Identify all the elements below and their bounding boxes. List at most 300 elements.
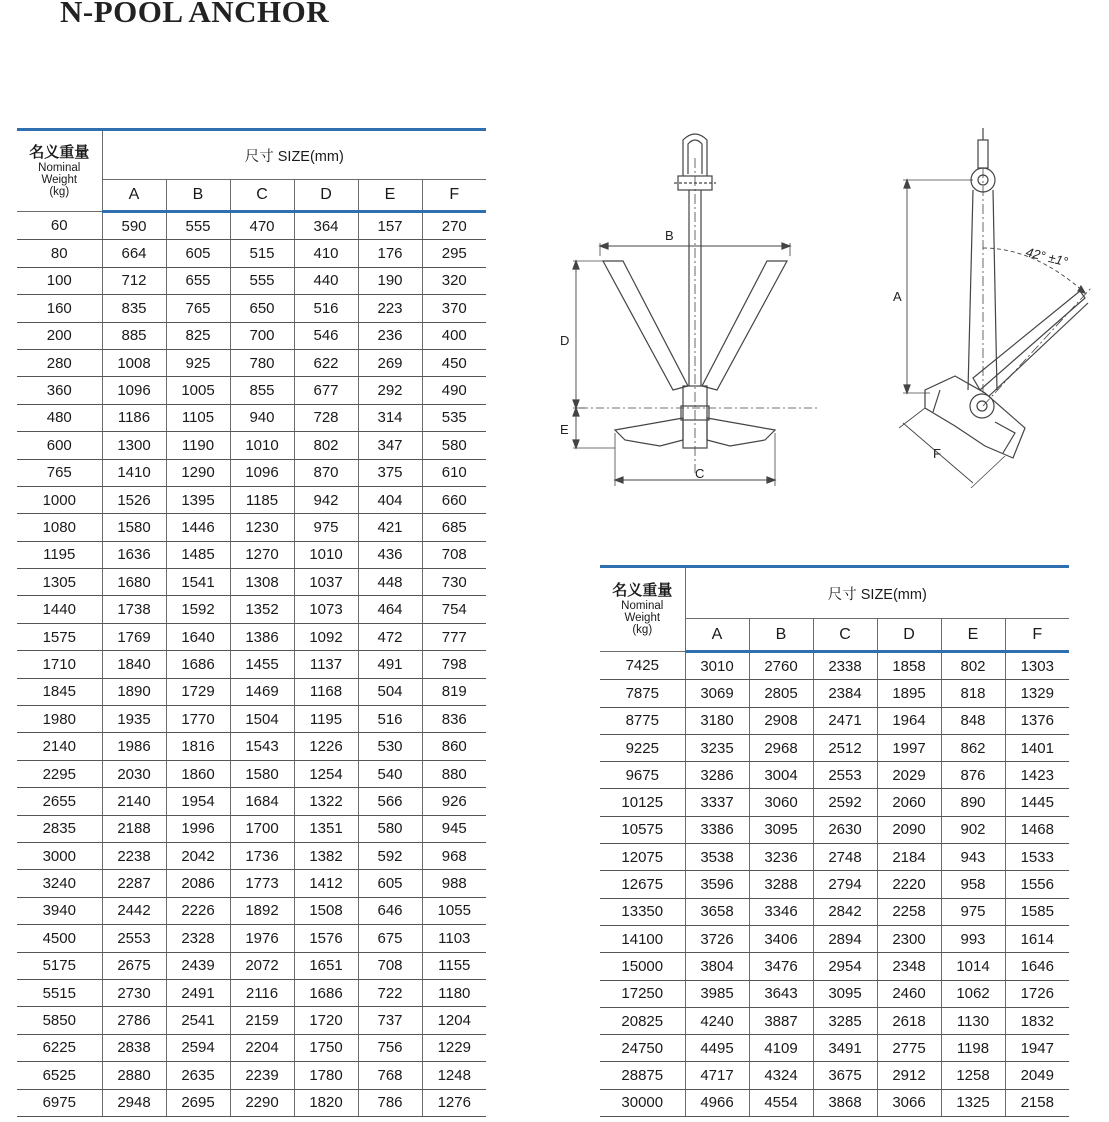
size-cell-f: 836 [422,706,486,733]
size-cell-a: 3985 [685,980,749,1007]
size-cell-d: 1895 [877,680,941,707]
size-cell-e: 605 [358,870,422,897]
size-cell-b: 1729 [166,678,230,705]
size-cell-f: 1445 [1005,789,1069,816]
size-cell-a: 3658 [685,898,749,925]
size-cell-b: 3476 [749,953,813,980]
size-cell-b: 1860 [166,760,230,787]
size-cell-f: 610 [422,459,486,486]
size-cell-d: 1382 [294,842,358,869]
size-cell-a: 3538 [685,844,749,871]
table-row [17,596,486,623]
table-row [17,267,486,294]
table-row [600,762,1069,789]
size-cell-f: 1103 [422,925,486,952]
size-cell-d: 802 [294,432,358,459]
nominal-weight-cell: 8775 [600,707,685,734]
size-cell-c: 2842 [813,898,877,925]
size-cell-d: 942 [294,486,358,513]
size-cell-d: 2348 [877,953,941,980]
size-cell-f: 370 [422,295,486,322]
table-row [17,678,486,705]
size-cell-b: 1541 [166,569,230,596]
nominal-weight-cell: 6225 [17,1034,102,1061]
table-row [600,980,1069,1007]
nominal-weight-cell: 9225 [600,734,685,761]
size-cell-d: 677 [294,377,358,404]
size-cell-a: 3069 [685,680,749,707]
size-cell-b: 3236 [749,844,813,871]
size-cell-f: 1556 [1005,871,1069,898]
size-cell-d: 1820 [294,1089,358,1116]
size-cell-f: 1248 [422,1062,486,1089]
size-cell-b: 1640 [166,623,230,650]
size-cell-c: 1976 [230,925,294,952]
nominal-weight-cell: 20825 [600,1007,685,1034]
size-cell-d: 1720 [294,1007,358,1034]
size-cell-a: 3010 [685,652,749,680]
size-cell-f: 945 [422,815,486,842]
size-cell-c: 1308 [230,569,294,596]
size-cell-f: 1726 [1005,980,1069,1007]
size-cell-f: 880 [422,760,486,787]
size-cell-c: 1700 [230,815,294,842]
size-cell-a: 2188 [102,815,166,842]
size-cell-f: 988 [422,870,486,897]
size-cell-e: 223 [358,295,422,322]
size-cell-c: 2794 [813,871,877,898]
col-header-e: E [358,180,422,212]
size-cell-b: 3060 [749,789,813,816]
size-cell-c: 780 [230,349,294,376]
size-cell-f: 535 [422,404,486,431]
size-cell-f: 754 [422,596,486,623]
size-cell-d: 546 [294,322,358,349]
size-cell-f: 2158 [1005,1089,1069,1116]
nominal-weight-cell: 60 [17,212,102,240]
table-row [17,651,486,678]
table-row [17,541,486,568]
size-cell-d: 410 [294,240,358,267]
size-cell-b: 765 [166,295,230,322]
size-cell-a: 1840 [102,651,166,678]
size-cell-d: 1508 [294,897,358,924]
table-row [600,844,1069,871]
size-cell-d: 1137 [294,651,358,678]
size-cell-c: 1580 [230,760,294,787]
size-cell-c: 2512 [813,734,877,761]
size-cell-b: 3406 [749,925,813,952]
size-cell-d: 2912 [877,1062,941,1089]
table-row [17,404,486,431]
size-cell-c: 3095 [813,980,877,1007]
size-cell-c: 1504 [230,706,294,733]
table-row [600,789,1069,816]
size-cell-b: 2908 [749,707,813,734]
size-cell-a: 2442 [102,897,166,924]
size-cell-a: 2948 [102,1089,166,1116]
nominal-weight-en-2: Weight [41,173,78,186]
size-cell-b: 2226 [166,897,230,924]
size-cell-e: 491 [358,651,422,678]
size-cell-c: 650 [230,295,294,322]
size-cell-e: 890 [941,789,1005,816]
table-row [600,1035,1069,1062]
table-row [17,240,486,267]
nominal-weight-cell: 280 [17,349,102,376]
size-cell-e: 1062 [941,980,1005,1007]
table-row [17,212,486,240]
nominal-weight-cell: 3940 [17,897,102,924]
size-cell-d: 1964 [877,707,941,734]
size-cell-b: 1954 [166,788,230,815]
size-cell-d: 728 [294,404,358,431]
nominal-weight-cell: 28875 [600,1062,685,1089]
nominal-weight-cell: 1575 [17,623,102,650]
size-cell-a: 3235 [685,734,749,761]
nominal-weight-cell: 3240 [17,870,102,897]
table-row [17,897,486,924]
size-cell-f: 2049 [1005,1062,1069,1089]
nominal-weight-cell: 160 [17,295,102,322]
size-cell-a: 1738 [102,596,166,623]
table-left-body [17,212,486,1117]
anchor-size-table-right [600,565,1069,1117]
col-header-c: C [813,619,877,652]
size-cell-d: 2618 [877,1007,941,1034]
size-cell-e: 1014 [941,953,1005,980]
size-cell-d: 2300 [877,925,941,952]
size-cell-a: 1526 [102,486,166,513]
size-cell-b: 2695 [166,1089,230,1116]
size-cell-e: 675 [358,925,422,952]
size-cell-c: 1230 [230,514,294,541]
size-cell-b: 1190 [166,432,230,459]
size-cell-d: 870 [294,459,358,486]
size-cell-a: 885 [102,322,166,349]
nominal-weight-cell: 24750 [600,1035,685,1062]
size-cell-b: 1770 [166,706,230,733]
size-cell-a: 2675 [102,952,166,979]
size-cell-e: 1325 [941,1089,1005,1116]
size-cell-c: 3868 [813,1089,877,1116]
col-header-c: C [230,180,294,212]
size-cell-d: 2460 [877,980,941,1007]
table-row [17,925,486,952]
nominal-weight-cell: 10575 [600,816,685,843]
size-cell-c: 700 [230,322,294,349]
size-cell-c: 515 [230,240,294,267]
nominal-weight-en-3: (kg) [49,185,70,198]
size-cell-b: 2968 [749,734,813,761]
size-cell-d: 1073 [294,596,358,623]
size-cell-b: 4554 [749,1089,813,1116]
table-row [600,1007,1069,1034]
size-cell-f: 490 [422,377,486,404]
size-cell-f: 1055 [422,897,486,924]
size-cell-b: 825 [166,322,230,349]
size-cell-f: 660 [422,486,486,513]
size-cell-d: 1997 [877,734,941,761]
size-cell-a: 2838 [102,1034,166,1061]
size-cell-e: 993 [941,925,1005,952]
nominal-weight-cell: 1710 [17,651,102,678]
size-cell-a: 1300 [102,432,166,459]
size-cell-a: 2030 [102,760,166,787]
size-cell-d: 622 [294,349,358,376]
nominal-weight-cell: 3000 [17,842,102,869]
nominal-weight-header [600,567,685,652]
size-cell-d: 3066 [877,1089,941,1116]
size-cell-e: 902 [941,816,1005,843]
size-cell-e: 421 [358,514,422,541]
size-cell-a: 2238 [102,842,166,869]
size-cell-f: 1180 [422,979,486,1006]
size-cell-f: 798 [422,651,486,678]
nominal-weight-cn: 名义重量 [29,143,90,161]
nominal-weight-cell: 15000 [600,953,685,980]
size-cell-e: 566 [358,788,422,815]
side-label-a: A [893,289,902,304]
size-cell-c: 1386 [230,623,294,650]
table-row [17,842,486,869]
size-cell-f: 685 [422,514,486,541]
size-cell-b: 3288 [749,871,813,898]
size-cell-b: 3887 [749,1007,813,1034]
nominal-weight-cell: 1440 [17,596,102,623]
size-cell-c: 1543 [230,733,294,760]
size-cell-f: 730 [422,569,486,596]
size-cell-b: 2086 [166,870,230,897]
nominal-weight-cell: 5850 [17,1007,102,1034]
table-row [17,733,486,760]
size-cell-d: 2775 [877,1035,941,1062]
nominal-weight-cell: 2835 [17,815,102,842]
size-cell-a: 4717 [685,1062,749,1089]
size-cell-a: 1636 [102,541,166,568]
size-cell-a: 1769 [102,623,166,650]
table-row [600,734,1069,761]
size-cell-a: 3804 [685,953,749,980]
size-cell-e: 862 [941,734,1005,761]
size-cell-a: 590 [102,212,166,240]
col-header-b: B [166,180,230,212]
size-cell-e: 314 [358,404,422,431]
size-cell-f: 1468 [1005,816,1069,843]
nominal-weight-cell: 14100 [600,925,685,952]
size-cell-d: 1254 [294,760,358,787]
size-cell-b: 655 [166,267,230,294]
nominal-weight-cell: 7875 [600,680,685,707]
nominal-weight-cell: 6975 [17,1089,102,1116]
size-cell-c: 1270 [230,541,294,568]
size-cell-f: 1614 [1005,925,1069,952]
size-cell-b: 1816 [166,733,230,760]
size-cell-f: 295 [422,240,486,267]
size-cell-a: 3180 [685,707,749,734]
table-row [17,623,486,650]
size-cell-e: 269 [358,349,422,376]
nominal-weight-en-1: Nominal [38,161,81,174]
size-cell-c: 1185 [230,486,294,513]
size-cell-c: 1773 [230,870,294,897]
size-cell-b: 1446 [166,514,230,541]
size-cell-e: 768 [358,1062,422,1089]
size-cell-a: 2786 [102,1007,166,1034]
col-header-a: A [685,619,749,652]
table-row [17,870,486,897]
size-cell-c: 2471 [813,707,877,734]
size-cell-a: 2553 [102,925,166,952]
nominal-weight-cell: 10125 [600,789,685,816]
nominal-weight-cell: 5175 [17,952,102,979]
size-cell-f: 270 [422,212,486,240]
size-cell-a: 1186 [102,404,166,431]
nominal-weight-header [17,130,102,212]
size-cell-f: 1401 [1005,734,1069,761]
size-cell-c: 3675 [813,1062,877,1089]
nominal-weight-cell: 1195 [17,541,102,568]
size-cell-e: 708 [358,952,422,979]
size-cell-a: 2880 [102,1062,166,1089]
size-cell-b: 1686 [166,651,230,678]
size-cell-b: 3004 [749,762,813,789]
size-cell-c: 2290 [230,1089,294,1116]
nominal-weight-cell: 1305 [17,569,102,596]
size-cell-e: 464 [358,596,422,623]
size-cell-c: 2592 [813,789,877,816]
size-cell-d: 516 [294,295,358,322]
size-cell-f: 1204 [422,1007,486,1034]
nominal-weight-cell: 1080 [17,514,102,541]
size-cell-d: 1168 [294,678,358,705]
size-cell-e: 472 [358,623,422,650]
size-cell-b: 1290 [166,459,230,486]
size-cell-d: 1322 [294,788,358,815]
size-cell-c: 2630 [813,816,877,843]
size-cell-d: 2184 [877,844,941,871]
size-cell-a: 3386 [685,816,749,843]
front-label-c: C [695,466,705,481]
front-label-b: B [665,228,674,243]
size-cell-c: 1684 [230,788,294,815]
nominal-weight-en-2: Weight [624,612,661,624]
size-cell-e: 190 [358,267,422,294]
nominal-weight-en-1: Nominal [621,600,664,612]
size-cell-a: 1008 [102,349,166,376]
size-cell-e: 436 [358,541,422,568]
table-row [17,295,486,322]
size-cell-b: 1996 [166,815,230,842]
size-cell-b: 1592 [166,596,230,623]
size-cell-e: 375 [358,459,422,486]
size-cell-d: 1092 [294,623,358,650]
table-right-body [600,652,1069,1117]
size-cell-e: 516 [358,706,422,733]
size-cell-e: 876 [941,762,1005,789]
size-cell-c: 940 [230,404,294,431]
front-label-d: D [560,333,570,348]
nominal-weight-cell: 100 [17,267,102,294]
size-cell-e: 292 [358,377,422,404]
table-row [17,569,486,596]
anchor-side-view-diagram [885,128,1095,493]
size-cell-a: 1986 [102,733,166,760]
size-cell-c: 2894 [813,925,877,952]
table-row [17,349,486,376]
nominal-weight-cell: 2295 [17,760,102,787]
size-cell-e: 347 [358,432,422,459]
angle-label: 42° ±1° [1024,244,1070,270]
size-cell-a: 1096 [102,377,166,404]
table-row [600,898,1069,925]
size-cell-a: 1680 [102,569,166,596]
size-cell-e: 1258 [941,1062,1005,1089]
size-cell-d: 1226 [294,733,358,760]
size-cell-b: 2491 [166,979,230,1006]
col-header-f: F [1005,619,1069,652]
size-cell-e: 236 [358,322,422,349]
size-cell-e: 540 [358,760,422,787]
nominal-weight-cell: 2655 [17,788,102,815]
page-title: N-POOL ANCHOR [60,0,330,29]
size-cell-f: 819 [422,678,486,705]
size-cell-c: 2159 [230,1007,294,1034]
size-cell-c: 2072 [230,952,294,979]
size-cell-b: 4324 [749,1062,813,1089]
side-label-f: F [933,446,941,461]
table-row [17,1062,486,1089]
size-cell-f: 1832 [1005,1007,1069,1034]
size-cell-a: 2287 [102,870,166,897]
size-cell-f: 1329 [1005,680,1069,707]
size-cell-f: 1155 [422,952,486,979]
size-cell-c: 2204 [230,1034,294,1061]
nominal-weight-cell: 2140 [17,733,102,760]
nominal-weight-cell: 765 [17,459,102,486]
size-cell-d: 440 [294,267,358,294]
size-cell-c: 2384 [813,680,877,707]
table-row [17,1007,486,1034]
nominal-weight-cell: 1000 [17,486,102,513]
size-cell-e: 975 [941,898,1005,925]
size-cell-f: 860 [422,733,486,760]
size-cell-e: 848 [941,707,1005,734]
table-row [600,816,1069,843]
size-cell-a: 1580 [102,514,166,541]
col-header-b: B [749,619,813,652]
size-cell-a: 1890 [102,678,166,705]
size-cell-c: 2338 [813,652,877,680]
nominal-weight-cn: 名义重量 [612,582,673,599]
size-cell-c: 470 [230,212,294,240]
size-cell-c: 2553 [813,762,877,789]
size-cell-e: 1198 [941,1035,1005,1062]
size-cell-d: 1195 [294,706,358,733]
size-cell-f: 1376 [1005,707,1069,734]
size-cell-b: 2760 [749,652,813,680]
size-cell-e: 943 [941,844,1005,871]
size-cell-d: 2258 [877,898,941,925]
size-cell-e: 722 [358,979,422,1006]
nominal-weight-cell: 12675 [600,871,685,898]
size-cell-b: 2594 [166,1034,230,1061]
table-row [17,432,486,459]
size-cell-a: 835 [102,295,166,322]
size-cell-e: 504 [358,678,422,705]
size-cell-f: 1533 [1005,844,1069,871]
nominal-weight-cell: 6525 [17,1062,102,1089]
